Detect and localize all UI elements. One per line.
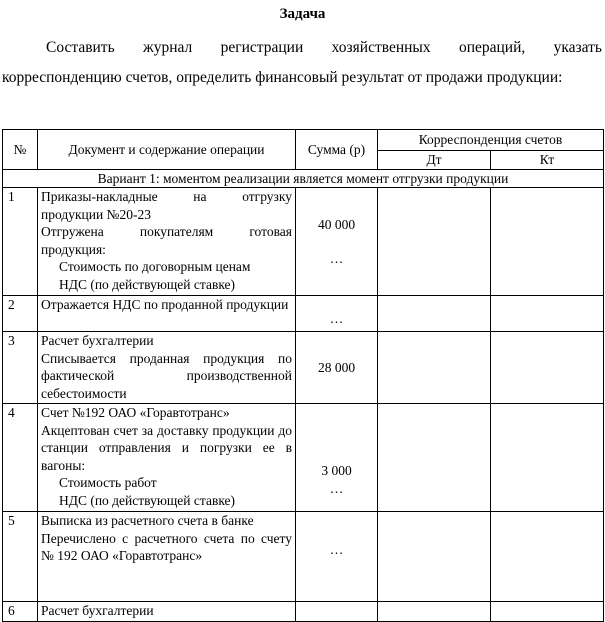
row-line: Отражается НДС по проданной продукции: [41, 297, 289, 312]
row-line: НДС (по действующей ставке): [59, 492, 236, 508]
operations-journal-table: [2, 129, 604, 622]
table-row: [3, 296, 604, 332]
row-line: Стоимость по договорным ценам: [59, 259, 251, 274]
row-debit: [378, 512, 491, 602]
header-number: №: [3, 130, 38, 170]
table-row: [3, 404, 604, 512]
row-line: Счет №192 ОАО «Горавтотранс»: [41, 405, 230, 420]
table-row: [3, 188, 604, 296]
sum-value: …: [329, 541, 344, 557]
row-sum: [296, 404, 378, 512]
task-description: Составить журнал регистрации хозяйственных операций, указать корреспонденцию счетов, определить финансовый результат от продажи продукции:: [2, 39, 602, 86]
row-document: [38, 332, 296, 404]
row-line: Выписка из расчетного счета в банке: [41, 513, 254, 528]
sum-value: 28 000: [317, 359, 356, 375]
sum-value: 40 000: [317, 217, 356, 232]
row-line: Перечислено с расчетного счета по счету № 192 ОАО «Горавтотранс»: [41, 530, 292, 563]
variant-row: Вариант 1: моментом реализации является момент отгрузки продукции: [3, 169, 604, 188]
header-document: Документ и содержание операции: [38, 130, 296, 170]
row-line: Стоимость работ: [59, 475, 157, 490]
row-document: [38, 602, 296, 622]
row-number: 2: [3, 296, 38, 332]
row-credit: [491, 296, 604, 332]
header-correspondence: Корреспонденция счетов: [378, 130, 604, 151]
row-number: 4: [3, 404, 38, 512]
row-sum: [296, 512, 378, 602]
row-sum: [296, 296, 378, 332]
row-sum: [296, 332, 378, 404]
header-sum: Сумма (р): [296, 130, 378, 170]
sum-value: …: [329, 250, 344, 266]
row-document: [38, 404, 296, 512]
task-title: Задача: [279, 6, 326, 22]
row-credit: [491, 404, 604, 512]
row-document: [38, 188, 296, 296]
sum-value: …: [329, 310, 344, 326]
row-line: Расчет бухгалтерии: [41, 333, 154, 348]
row-number: 5: [3, 512, 38, 602]
table-row: [3, 602, 604, 622]
row-credit: [491, 512, 604, 602]
table-row: [3, 512, 604, 602]
row-debit: [378, 332, 491, 404]
row-line: Списывается проданная продукция по фактической производственной себестоимости: [41, 350, 292, 401]
row-line: Акцептован счет за доставку продукции до станции отправления и погрузки ее в вагоны:: [41, 422, 292, 473]
sum-value: …: [329, 480, 344, 496]
row-document: [38, 512, 296, 602]
row-credit: [491, 332, 604, 404]
row-document: [38, 296, 296, 332]
row-sum: [296, 188, 378, 296]
row-debit: [378, 404, 491, 512]
header-debit: Дт: [378, 151, 491, 170]
row-credit: [491, 188, 604, 296]
row-line: Расчет бухгалтерии: [41, 603, 154, 618]
table-row: [3, 332, 604, 404]
row-number: 6: [3, 602, 38, 622]
row-line: Приказы-накладные на отгрузку продукции №20-23: [41, 189, 292, 222]
header-credit: Кт: [491, 151, 604, 170]
row-number: 3: [3, 332, 38, 404]
row-debit: [378, 602, 491, 622]
row-debit: [378, 296, 491, 332]
row-number: 1: [3, 188, 38, 296]
sum-value: 3 000: [321, 463, 352, 478]
row-debit: [378, 188, 491, 296]
row-sum: [296, 602, 378, 622]
row-line: НДС (по действующей ставке): [59, 276, 236, 292]
row-line: Отгружена покупателям готовая продукция:: [41, 224, 292, 257]
row-credit: [491, 602, 604, 622]
